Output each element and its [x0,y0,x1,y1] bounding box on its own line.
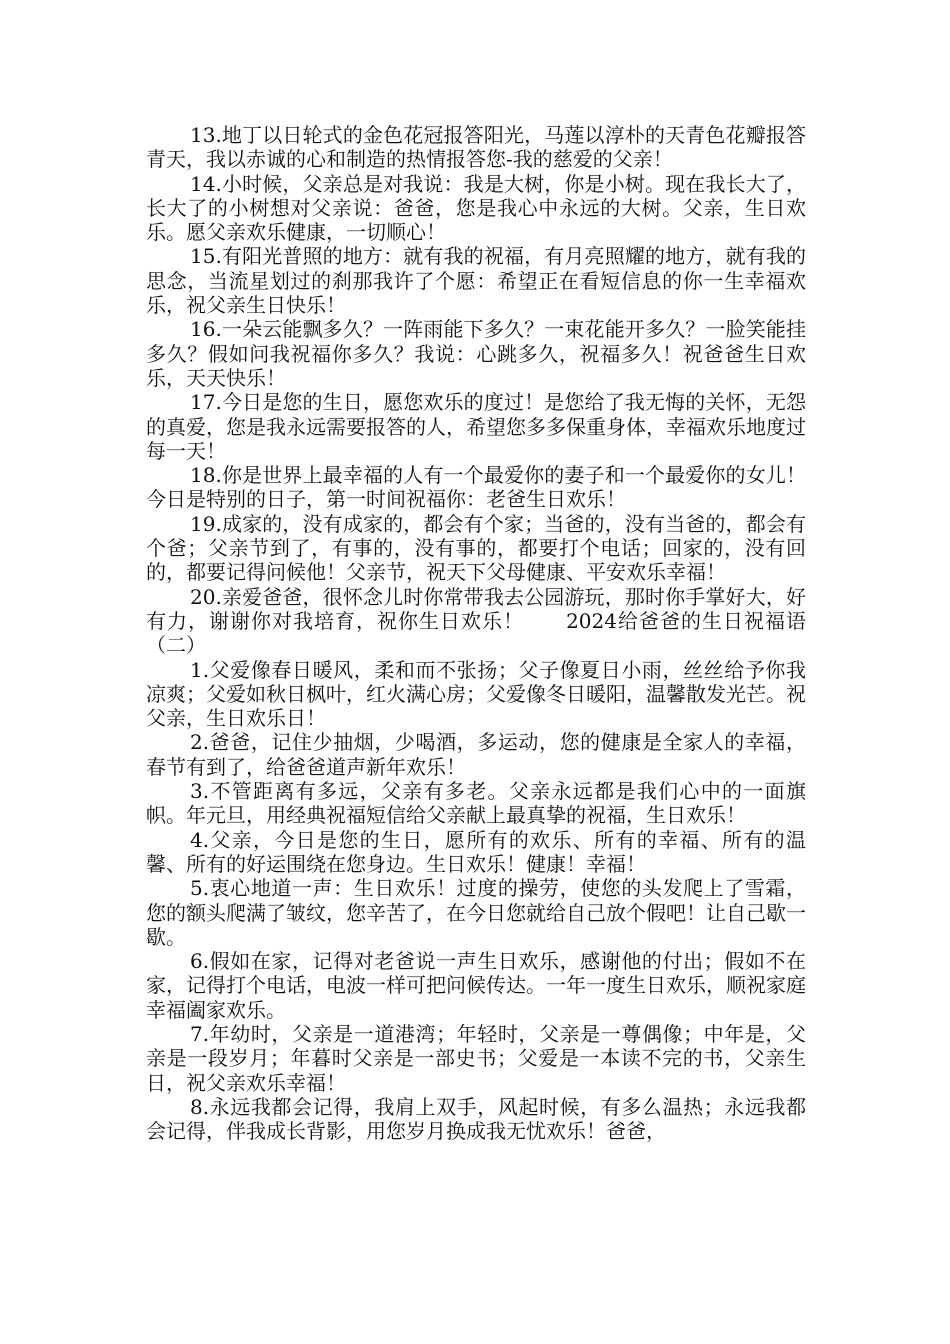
paragraph-16: 16.一朵云能飘多久？一阵雨能下多久？一束花能开多久？一脸笑能挂多久？假如问我祝福你多久？我说：心跳多久，祝福多久！祝爸爸生日欢乐，天天快乐！ [146,317,806,390]
paragraph-13: 13.地丁以日轮式的金色花冠报答阳光，马莲以淳朴的天青色花瓣报答青天，我以赤诚的心和制造的热情报答您-我的慈爱的父亲！ [146,123,806,172]
paragraph-14: 14.小时候，父亲总是对我说：我是大树，你是小树。现在我长大了，长大了的小树想对父亲说：爸爸，您是我心中永远的大树。父亲，生日欢乐。愿父亲欢乐健康，一切顺心！ [146,171,806,245]
paragraph-17: 17.今日是您的生日，愿您欢乐的度过！是您给了我无悔的关怀，无怨的真爱，您是我永远需要报答的人，希望您多多保重身体，幸福欢乐地度过每一天！ [146,390,806,463]
paragraph-b5: 5.衷心地道一声：生日欢乐！过度的操劳，使您的头发爬上了雪霜，您的额头爬满了皱纹，您辛苦了，在今日您就给自己放个假吧！让自己歇一歇。 [146,876,806,949]
paragraph-b1: 1.父爱像春日暖风，柔和而不张扬；父子像夏日小雨，丝丝给予你我凉爽；父爱如秋日枫叶，红火满心房；父爱像冬日暖阳，温馨散发光芒。祝父亲，生日欢乐日！ [146,657,806,731]
paragraph-b7: 7.年幼时，父亲是一道港湾；年轻时，父亲是一尊偶像；中年是，父亲是一段岁月；年暮时父亲是一部史书；父爱是一本读不完的书，父亲生日，祝父亲欢乐幸福！ [146,1021,806,1095]
paragraph-b6: 6.假如在家，记得对老爸说一声生日欢乐，感谢他的付出；假如不在家，记得打个电话，电波一样可把问候传达。一年一度生日欢乐，顺祝家庭幸福阖家欢乐。 [146,949,806,1022]
paragraph-15: 15.有阳光普照的地方：就有我的祝福，有月亮照耀的地方，就有我的思念，当流星划过的刹那我许了个愿：希望正在看短信息的你一生幸福欢乐，祝父亲生日快乐！ [146,244,806,318]
document-body [146,123,806,1143]
paragraph-18: 18.你是世界上最幸福的人有一个最爱你的妻子和一个最爱你的女儿！今日是特别的日子，第一时间祝福你：老爸生日欢乐！ [146,463,806,512]
paragraph-20: 20.亲爱爸爸，很怀念儿时你常带我去公园游玩，那时你手掌好大，好有力，谢谢你对我培育，祝你生日欢乐！ 2024给爸爸的生日祝福语（二） [146,584,806,658]
paragraph-b2: 2.爸爸，记住少抽烟，少喝酒，多运动，您的健康是全家人的幸福，春节有到了，给爸爸道声新年欢乐！ [146,730,806,779]
paragraph-b3: 3.不管距离有多远，父亲有多老。父亲永远都是我们心中的一面旗帜。年元旦，用经典祝福短信给父亲献上最真挚的祝福，生日欢乐！ [146,779,806,828]
paragraph-b4: 4.父亲，今日是您的生日，愿所有的欢乐、所有的幸福、所有的温馨、所有的好运围绕在您身边。生日欢乐！健康！幸福！ [146,827,806,876]
paragraph-b8: 8.永远我都会记得，我肩上双手，风起时候，有多么温热；永远我都会记得，伴我成长背影，用您岁月换成我无忧欢乐！爸爸， [146,1094,806,1144]
paragraph-19: 19.成家的，没有成家的，都会有个家；当爸的，没有当爸的，都会有个爸；父亲节到了，有事的，没有事的，都要打个电话；回家的，没有回的，都要记得问候他！父亲节，祝天下父母健康、平安欢乐幸福！ [146,511,806,585]
